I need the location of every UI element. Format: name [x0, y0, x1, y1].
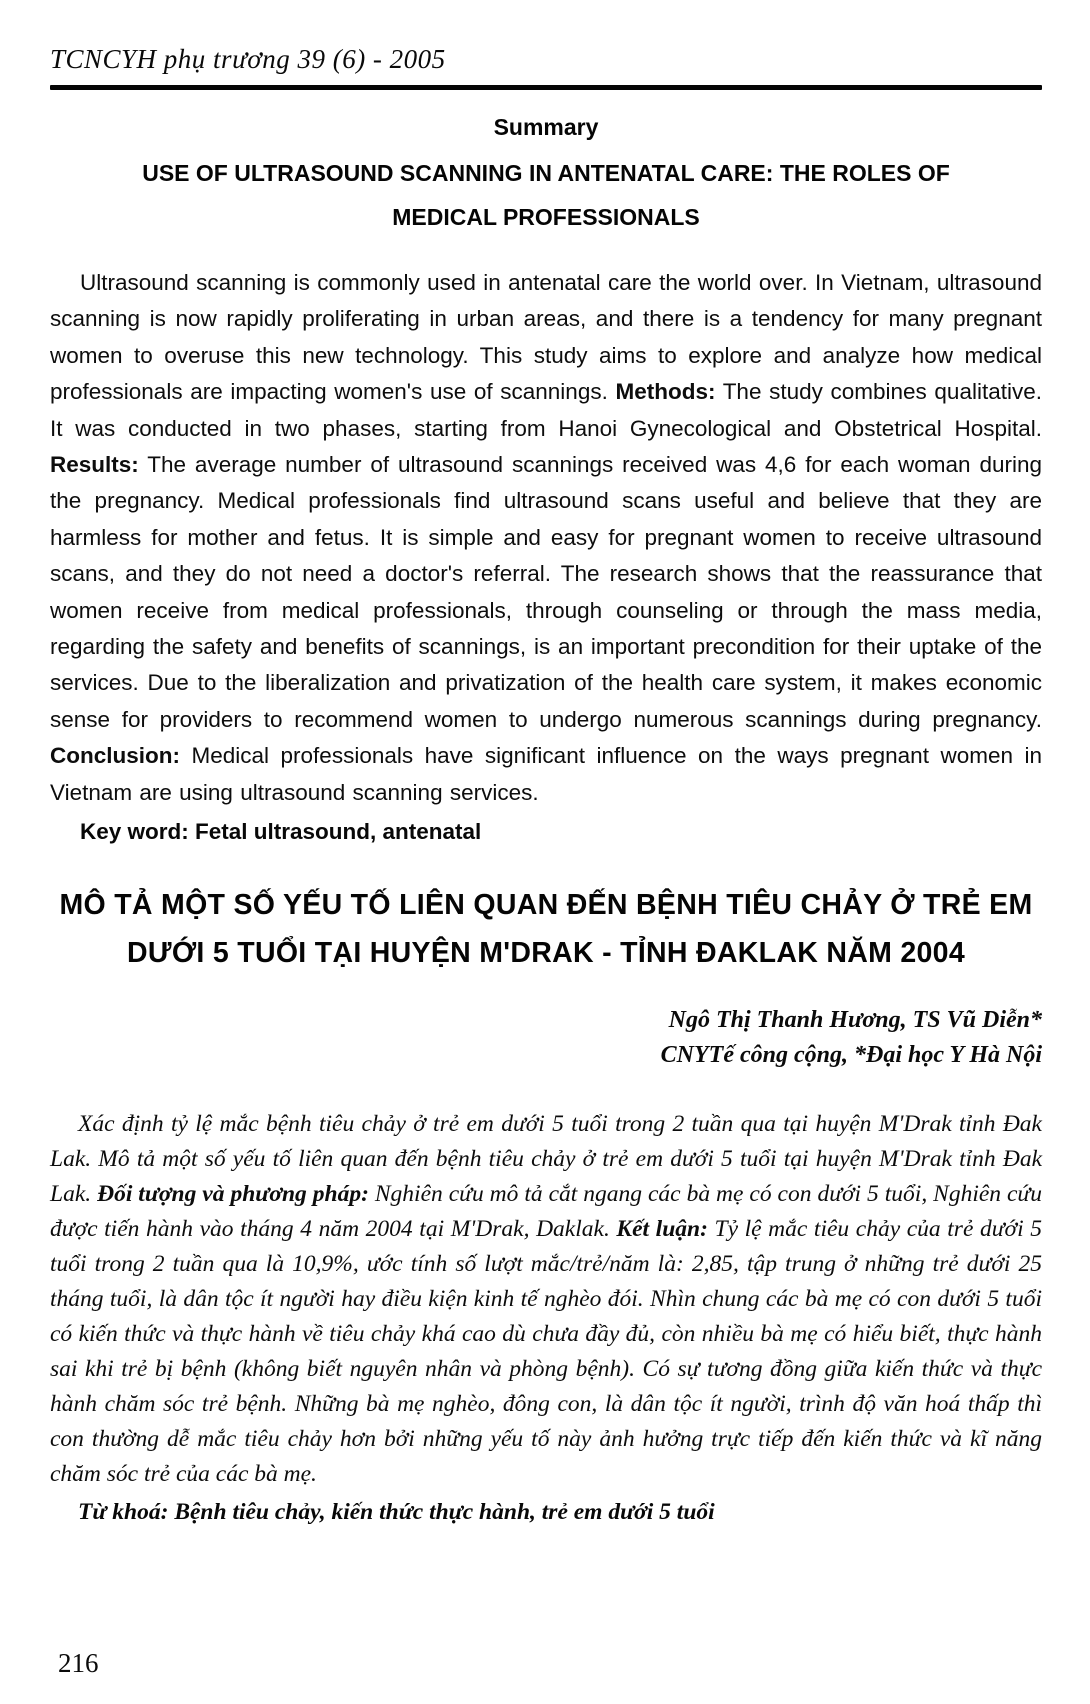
english-keywords-line: Key word: Fetal ultrasound, antenatal — [80, 819, 482, 845]
text-run: The study combines qualitative. It was conducted in two phases, starting from Hanoi Gynecological and Obstetrical Hospital. — [50, 379, 1042, 441]
text-run: Medical professionals have significant influence on the ways pregnant women in Vietnam are using ultrasound scanning services. — [50, 743, 1042, 805]
page-number: 216 — [58, 1648, 99, 1678]
text-run: Xác định tỷ lệ mắc bệnh tiêu chảy ở trẻ em dưới 5 tuổi trong 2 tuần qua tại huyện M'Drak tỉnh Đak Lak. Mô tả một số yếu tố liên quan đến bệnh tiêu chảy ở trẻ em dưới 5 tuổi tại huyện M'Drak tỉnh Đak Lak. — [50, 1111, 1042, 1208]
authors-line: Ngô Thị Thanh Hương, TS Vũ Diễn* — [668, 1007, 1042, 1034]
conclusion-vn-label: Kết luận: — [616, 1216, 708, 1243]
vietnamese-title-line1: MÔ TẢ MỘT SỐ YẾU TỐ LIÊN QUAN ĐẾN BỆNH TIÊU CHẢY Ở TRẺ EM — [59, 889, 1033, 922]
author-block — [50, 1003, 1042, 1073]
text-run: Tỷ lệ mắc tiêu chảy của trẻ dưới 5 tuổi trong 2 tuần qua là 10,9%, ước tính số lượt mắc/trẻ/năm là: 2,85, tập trung ở những trẻ dưới 25 tháng tuổi, là dân tộc ít người hay điều kiện kinh tế nghèo đói. Nhìn chung các bà mẹ có con dưới 5 tuổi có kiến thức và thực hành về tiêu chảy khá cao dù chưa đầy đủ, còn nhiều bà mẹ có hiểu biết, thực hành sai khi trẻ bị bệnh (không biết nguyên nhân và phòng bệnh). Có sự tương đồng giữa kiến thức và thực hành chăm sóc trẻ bệnh. Những bà mẹ nghèo, đông con, là dân tộc ít người, trình độ văn hoá thấp thì con thường dễ mắc tiêu chảy hơn bởi những yếu tố này ảnh hưởng trực tiếp đến kiến thức và kĩ năng chăm sóc trẻ của các bà mẹ. — [50, 1216, 1042, 1488]
vietnamese-abstract-paragraph — [50, 1107, 1042, 1492]
vietnamese-title-line2: DƯỚI 5 TUỔI TẠI HUYỆN M'DRAK - TỈNH ĐAKLAK NĂM 2004 — [127, 937, 965, 970]
vietnamese-keywords-line: Từ khoá: Bệnh tiêu chảy, kiến thức thực hành, trẻ em dưới 5 tuổi — [78, 1499, 715, 1526]
journal-header-title: TCNCYH phụ trương 39 (6) - 2005 — [50, 44, 446, 74]
subjects-methods-label: Đối tượng và phương pháp: — [97, 1181, 369, 1208]
english-title-line1: USE OF ULTRASOUND SCANNING IN ANTENATAL CARE: THE ROLES OF — [142, 160, 950, 186]
english-title — [50, 151, 1042, 239]
methods-label: Methods: — [615, 379, 716, 405]
results-label: Results: — [50, 452, 139, 478]
header-rule — [50, 85, 1042, 90]
document-page — [0, 44, 1090, 1526]
english-abstract-paragraph — [50, 265, 1042, 811]
summary-heading: Summary — [493, 114, 599, 140]
english-title-line2: MEDICAL PROFESSIONALS — [392, 204, 700, 230]
text-run: Nghiên cứu mô tả cắt ngang các bà mẹ có con dưới 5 tuổi, Nghiên cứu được tiến hành vào tháng 4 năm 2004 tại M'Drak, Daklak. — [50, 1181, 1043, 1243]
conclusion-label: Conclusion: — [50, 743, 180, 769]
text-run: Ultrasound scanning is commonly used in antenatal care the world over. In Vietnam, ultrasound scanning is now rapidly proliferating in urban areas, and there is a tendency for many pregnant women to overuse this new technology. This study aims to explore and analyze how medical professionals are impacting women's use of scannings. — [50, 270, 1042, 405]
affiliation-line: CNYTế công cộng, *Đại học Y Hà Nội — [660, 1042, 1042, 1069]
vietnamese-article-title — [50, 881, 1042, 977]
text-run: The average number of ultrasound scannings received was 4,6 for each woman during the pregnancy. Medical professionals find ultrasound scans useful and believe that they are harmless for mother and fetus. It is simple and easy for pregnant women to receive ultrasound scans, and they do not need a doctor's referral. The research shows that the reassurance that women receive from medical professionals, through counseling or through the mass media, regarding the safety and benefits of scannings, is an important precondition for their uptake of the services. Due to the liberalization and privatization of the health care system, it makes economic sense for providers to recommend women to undergo numerous scannings during pregnancy. — [50, 452, 1042, 732]
